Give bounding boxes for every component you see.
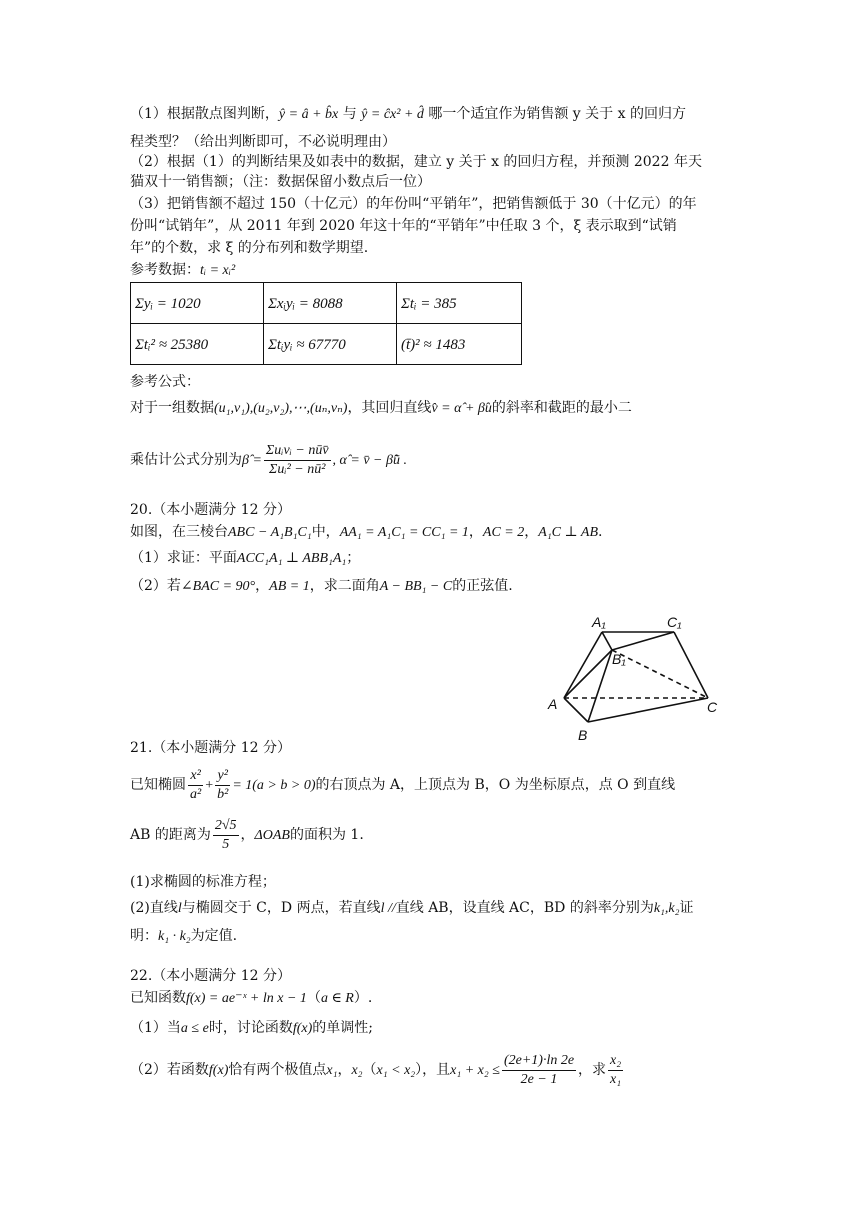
- q20-part2-end: 的正弦值.: [452, 578, 513, 594]
- ratio-den: x₁: [610, 1071, 622, 1087]
- q21-part2-text-d: 证: [679, 900, 694, 916]
- q21-part2-text-b: 与椭圆交于 C，D 两点，若直线: [181, 900, 381, 916]
- table-cell: [264, 324, 397, 365]
- parallel-symbol: l //: [380, 901, 396, 916]
- q20-title: 20.（本小题满分 12 分）: [130, 502, 291, 518]
- label-a: A: [548, 696, 558, 712]
- q22-part2: [130, 1046, 625, 1094]
- q19-part1-line2: 程类型？（给出判断即可，不必说明理由）: [130, 134, 396, 150]
- q20-stem-text-a: 如图，在三棱台: [130, 524, 228, 540]
- formula-text-a: 对于一组数据: [130, 400, 214, 416]
- reference-definition: tᵢ = xᵢ²: [200, 263, 236, 278]
- sum-xy: Σxᵢyᵢ = 8088: [268, 295, 343, 312]
- slope-product: k₁ · k₂: [158, 929, 191, 944]
- q22-part2-text-g: ，求: [578, 1062, 607, 1078]
- q20-stem-end: .: [598, 524, 603, 540]
- beta-numerator: Σuᵢvᵢ − nūv̄: [264, 442, 331, 461]
- sum-t: Σtᵢ = 385: [401, 295, 457, 312]
- ellipse-y-num: y²: [215, 767, 230, 786]
- edge-b-b1: [588, 650, 612, 722]
- formula-line1: [130, 398, 632, 419]
- ratio-num: x₂: [608, 1052, 623, 1071]
- q22-part2-sep: ，: [337, 1062, 352, 1078]
- ac-condition: AC = 2: [482, 525, 525, 540]
- q21-stem-text-e: 的面积为 1.: [289, 827, 364, 843]
- function-f: f(x): [292, 1021, 313, 1036]
- sum-t-squared: Σtᵢ² ≈ 25380: [135, 336, 209, 353]
- parameter-domain: a ∈ R: [320, 991, 354, 1006]
- q19-part1-line1: [130, 104, 686, 125]
- q22-part1-text-c: 的单调性;: [312, 1020, 373, 1036]
- sum-inequality: x₁ + x₂ ≤: [450, 1063, 500, 1078]
- linear-model: ŷ = â + b̂x: [278, 107, 339, 122]
- q19-part1-text-b: 哪一个适宜作为销售额 y 关于 x 的回归方: [423, 106, 686, 122]
- q20-stem: [130, 522, 603, 543]
- q19-part3-line1: （3）把销售额不超过 150（十亿元）的年份叫“平销年”，把销售额低于 30（十亿元）的年: [130, 196, 697, 212]
- q20-part1-text: （1）求证：平面: [130, 550, 237, 566]
- q20-part2-text-b: ，求二面角: [309, 578, 380, 594]
- q20-part2: [130, 576, 513, 597]
- formula-line2: [130, 432, 407, 488]
- sum-ty: Σtᵢyᵢ ≈ 67770: [268, 336, 346, 353]
- angle-condition: ∠BAC = 90°: [180, 579, 256, 594]
- q20-stem-sep: ，: [468, 524, 483, 540]
- alpha-formula: , α̂ = v̄ − β̂ū .: [332, 453, 407, 468]
- order-condition: x₁ < x₂: [376, 1063, 416, 1078]
- a-condition: a ≤ e: [180, 1021, 209, 1036]
- edge-a-b: [564, 698, 588, 722]
- q22-title: 22.（本小题满分 12 分）: [130, 968, 291, 984]
- q22-part2-text-a: （2）若函数: [130, 1062, 209, 1078]
- distance-fraction: [213, 817, 239, 854]
- triangle-oab: ΔOAB: [254, 828, 290, 843]
- perpendicular-condition: A₁C ⊥ AB: [538, 525, 599, 540]
- edge-c-c1: [674, 632, 708, 698]
- label-b: B: [578, 727, 588, 743]
- edge-b1-c1: [612, 632, 674, 650]
- planes-perpendicular: ACC₁A₁ ⊥ ABB₁A₁: [236, 551, 347, 566]
- q22-part1-text-b: 时，讨论函数: [208, 1020, 293, 1036]
- table-row: [131, 324, 522, 365]
- q21-part2-line2: [130, 926, 237, 947]
- data-pairs: (u₁,v₁),(u₂,v₂),⋯,(uₙ,vₙ): [214, 401, 348, 416]
- reference-data-table: [130, 282, 522, 365]
- frustum-figure: [540, 610, 730, 750]
- q19-part3-line2: 份叫“试销年”，从 2011 年到 2020 年这十年的“平销年”中任取 3 个，ξ 表示取到“试销: [130, 218, 677, 234]
- q20-part1-end: ；: [346, 550, 361, 566]
- distance-num: 2√5: [213, 817, 239, 836]
- table-cell: [397, 283, 522, 324]
- q20-part2-text: （2）若: [130, 578, 181, 594]
- slopes-k: k₁,k₂: [653, 901, 680, 916]
- q22-stem-text-b: （: [306, 990, 321, 1006]
- q21-part2-text-a: (2)直线: [130, 900, 178, 916]
- dihedral-angle: A − BB₁ − C: [379, 579, 453, 594]
- q21-part2-text-e: 明：: [130, 928, 158, 944]
- reference-data-line: [130, 260, 235, 281]
- beta-denominator: Σuᵢ² − nū²: [269, 461, 326, 477]
- q21-stem-line1: 已知椭圆 $\frac{\text{x²}}{\text{a²}}$ + $\frac{\text{y²}}{\text{b²}}$ = 1(a > b > 0)的右顶点为 A，上顶点为 B，O 为坐标原点，点 O 到直线: [130, 767, 676, 802]
- bound-num: (2e+1)·ln 2e: [502, 1052, 576, 1071]
- extreme-x2: x₂: [351, 1063, 363, 1078]
- q21-part2-line1: [130, 898, 694, 919]
- label-b1: B₁: [612, 651, 626, 667]
- q20-part1: [130, 548, 360, 569]
- label-c: C: [707, 699, 718, 715]
- table-cell: [264, 283, 397, 324]
- q21-stem-sep: ，: [240, 827, 255, 843]
- function-definition: f(x) = ae⁻ˣ + ln x − 1: [186, 991, 307, 1006]
- edge-b-c: [588, 698, 708, 722]
- table-row: [131, 283, 522, 324]
- ellipse-y-den: b²: [217, 786, 229, 802]
- edge-b1-c-hidden: [612, 650, 708, 698]
- reference-data-label: 参考数据：: [130, 262, 200, 278]
- q19-part2-line2: 猫双十一销售额；（注：数据保留小数点后一位）: [130, 174, 431, 190]
- q19-part1-connector: 与: [338, 106, 362, 122]
- q21-part2-text-f: 为定值.: [190, 928, 238, 944]
- q22-stem-text-c: ）.: [353, 990, 373, 1006]
- q22-stem: [130, 988, 372, 1009]
- q22-part2-paren-open: （: [362, 1062, 377, 1078]
- regression-line: v̂ = α̂ + β̂u: [431, 401, 492, 416]
- table-cell: [131, 324, 264, 365]
- t-bar-squared: (t̄)² ≈ 1483: [401, 336, 466, 353]
- label-a1: A₁: [592, 614, 606, 630]
- frustum-name: ABC − A₁B₁C₁: [228, 525, 312, 540]
- q22-part2-text-b: 恰有两个极值点: [228, 1062, 327, 1078]
- function-f: f(x): [208, 1063, 229, 1078]
- q22-part1-text-a: （1）当: [130, 1020, 181, 1036]
- edge-condition: AA₁ = A₁C₁ = CC₁ = 1: [339, 525, 469, 540]
- q21-part2-text-c: 直线 AB，设直线 AC，BD 的斜率分别为: [395, 900, 654, 916]
- q21-stem-text-a: 已知椭圆: [130, 777, 186, 793]
- q22-stem-text-a: 已知函数: [130, 990, 186, 1006]
- q19-part2-line1: （2）根据（1）的判断结果及如表中的数据，建立 y 关于 x 的回归方程，并预测 2022 年天: [130, 154, 702, 170]
- formula-text-c: 的斜率和截距的最小二: [491, 400, 632, 416]
- q20-part2-sep: ，: [255, 578, 270, 594]
- ellipse-x-term: [188, 767, 203, 804]
- q22-part2-text-e: ），且: [415, 1062, 451, 1078]
- ellipse-condition: = 1(a > b > 0): [232, 778, 316, 793]
- label-c1: C₁: [667, 614, 682, 630]
- q20-stem-sep2: ，: [524, 524, 539, 540]
- q19-part3-line3: 年”的个数，求 ξ 的分布列和数学期望.: [130, 240, 369, 256]
- table-cell: [397, 324, 522, 365]
- q21-part1: (1)求椭圆的标准方程；: [130, 874, 276, 890]
- bound-den: 2e − 1: [520, 1071, 558, 1087]
- line-l: l: [177, 901, 182, 916]
- edge-a1-b1: [602, 632, 612, 650]
- q19-part1-text: （1）根据散点图判断，: [130, 106, 279, 122]
- q21-stem-line2: [130, 812, 364, 858]
- q20-stem-text-b: 中，: [311, 524, 340, 540]
- ab-condition: AB = 1: [269, 579, 310, 594]
- beta-fraction: [264, 442, 331, 479]
- distance-den: 5: [222, 836, 230, 852]
- ellipse-y-term: [215, 767, 230, 804]
- quadratic-model: ŷ = ĉx² + d̂: [361, 107, 424, 122]
- bound-fraction: [502, 1052, 576, 1089]
- reference-formula-label: 参考公式：: [130, 374, 200, 390]
- formula-text-b: ，其回归直线: [347, 400, 432, 416]
- table-cell: [131, 283, 264, 324]
- q21-stem-text-b: 的右顶点为 A，上顶点为 B，O 为坐标原点，点 O 到直线: [315, 777, 676, 793]
- formula-text-d: 乘估计公式分别为: [130, 452, 242, 468]
- q21-stem-text-c: AB 的距离为: [130, 827, 211, 843]
- ellipse-x-num: x²: [188, 767, 203, 786]
- beta-lhs: β̂ =: [242, 453, 262, 468]
- ellipse-x-den: a²: [190, 786, 202, 802]
- sum-y: Σyᵢ = 1020: [135, 295, 201, 312]
- ratio-fraction: [608, 1052, 623, 1089]
- extreme-x1: x₁: [326, 1063, 338, 1078]
- q22-part1: [130, 1018, 373, 1039]
- q21-title: 21.（本小题满分 12 分）: [130, 740, 291, 756]
